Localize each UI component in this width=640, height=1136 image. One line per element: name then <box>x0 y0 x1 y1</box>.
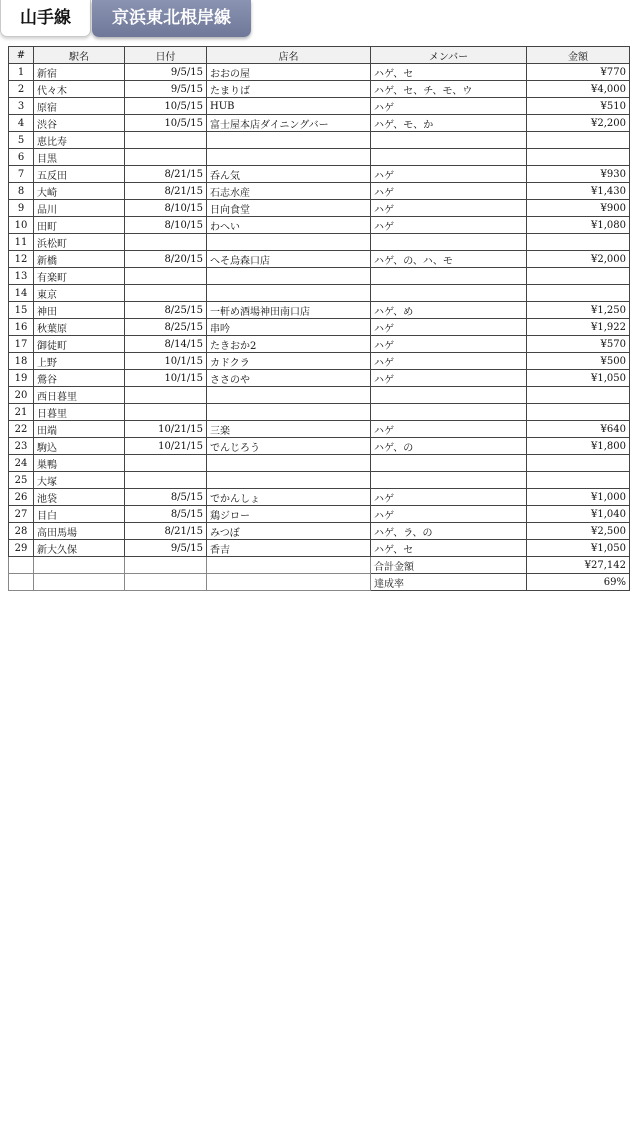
row-index: 27 <box>9 506 34 523</box>
amount-cell[interactable] <box>527 387 630 404</box>
station-cell[interactable]: 品川 <box>34 200 125 217</box>
row-index: 1 <box>9 64 34 81</box>
members-cell[interactable]: ハゲ <box>371 98 527 115</box>
members-cell[interactable] <box>371 285 527 302</box>
row-index: 15 <box>9 302 34 319</box>
station-cell[interactable]: 日暮里 <box>34 404 125 421</box>
members-cell[interactable]: ハゲ、ラ、の <box>371 523 527 540</box>
date-cell[interactable] <box>125 132 207 149</box>
station-cell[interactable]: 代々木 <box>34 81 125 98</box>
table-row <box>9 302 630 319</box>
date-cell[interactable]: 8/14/15 <box>125 336 207 353</box>
amount-cell[interactable] <box>527 455 630 472</box>
date-cell[interactable]: 10/21/15 <box>125 421 207 438</box>
table-row <box>9 506 630 523</box>
date-cell[interactable]: 8/10/15 <box>125 217 207 234</box>
date-cell[interactable]: 10/5/15 <box>125 115 207 132</box>
date-cell[interactable] <box>125 404 207 421</box>
station-table <box>8 46 630 591</box>
station-cell[interactable]: 原宿 <box>34 98 125 115</box>
amount-cell[interactable]: ¥1,922 <box>527 319 630 336</box>
members-cell[interactable]: ハゲ <box>371 166 527 183</box>
shop-cell[interactable] <box>207 234 371 251</box>
members-cell[interactable]: ハゲ <box>371 200 527 217</box>
members-cell[interactable]: ハゲ <box>371 421 527 438</box>
shop-cell[interactable]: わへい <box>207 217 371 234</box>
rate-label[interactable]: 達成率 <box>371 574 527 591</box>
date-cell[interactable]: 8/21/15 <box>125 183 207 200</box>
station-cell[interactable]: 御徒町 <box>34 336 125 353</box>
station-cell[interactable]: 新宿 <box>34 64 125 81</box>
shop-cell[interactable]: ささのや <box>207 370 371 387</box>
summary-cell-empty <box>9 557 34 574</box>
summary-cell-empty <box>9 574 34 591</box>
date-cell[interactable]: 10/5/15 <box>125 98 207 115</box>
amount-cell[interactable]: ¥1,080 <box>527 217 630 234</box>
station-cell[interactable]: 恵比寿 <box>34 132 125 149</box>
table-row <box>9 489 630 506</box>
row-index: 8 <box>9 183 34 200</box>
station-cell[interactable]: 五反田 <box>34 166 125 183</box>
station-cell[interactable]: 田端 <box>34 421 125 438</box>
members-cell[interactable]: ハゲ、セ <box>371 540 527 557</box>
amount-cell[interactable]: ¥1,000 <box>527 489 630 506</box>
row-index: 5 <box>9 132 34 149</box>
table-row <box>9 523 630 540</box>
rate-value[interactable]: 69% <box>527 574 630 591</box>
amount-cell[interactable]: ¥1,050 <box>527 540 630 557</box>
date-cell[interactable]: 10/1/15 <box>125 353 207 370</box>
date-cell[interactable]: 8/25/15 <box>125 319 207 336</box>
shop-cell[interactable]: でんじろう <box>207 438 371 455</box>
date-cell[interactable]: 9/5/15 <box>125 81 207 98</box>
table-row <box>9 370 630 387</box>
members-cell[interactable]: ハゲ <box>371 319 527 336</box>
table-row <box>9 319 630 336</box>
date-cell[interactable]: 8/5/15 <box>125 489 207 506</box>
row-index: 24 <box>9 455 34 472</box>
table-row <box>9 98 630 115</box>
members-cell[interactable]: ハゲ <box>371 489 527 506</box>
members-cell[interactable]: ハゲ <box>371 370 527 387</box>
shop-cell[interactable]: 串吟 <box>207 319 371 336</box>
row-index: 29 <box>9 540 34 557</box>
table-row <box>9 387 630 404</box>
amount-cell[interactable] <box>527 472 630 489</box>
table-row <box>9 353 630 370</box>
station-cell[interactable]: 東京 <box>34 285 125 302</box>
station-cell[interactable]: 大崎 <box>34 183 125 200</box>
shop-cell[interactable] <box>207 455 371 472</box>
date-cell[interactable]: 8/5/15 <box>125 506 207 523</box>
table-row <box>9 166 630 183</box>
members-cell[interactable]: ハゲ <box>371 506 527 523</box>
shop-cell[interactable] <box>207 387 371 404</box>
station-cell[interactable]: 秋葉原 <box>34 319 125 336</box>
members-cell[interactable]: ハゲ <box>371 353 527 370</box>
shop-cell[interactable]: 香吉 <box>207 540 371 557</box>
station-cell[interactable]: 渋谷 <box>34 115 125 132</box>
table-row <box>9 404 630 421</box>
members-cell[interactable] <box>371 234 527 251</box>
amount-cell[interactable]: ¥2,500 <box>527 523 630 540</box>
station-cell[interactable]: 神田 <box>34 302 125 319</box>
header-amount: 金額 <box>527 47 630 64</box>
date-cell[interactable]: 10/21/15 <box>125 438 207 455</box>
station-cell[interactable]: 目黒 <box>34 149 125 166</box>
row-index: 2 <box>9 81 34 98</box>
amount-cell[interactable] <box>527 132 630 149</box>
station-cell[interactable]: 目白 <box>34 506 125 523</box>
row-index: 6 <box>9 149 34 166</box>
station-cell[interactable]: 駒込 <box>34 438 125 455</box>
total-label[interactable]: 合計金額 <box>371 557 527 574</box>
members-cell[interactable]: ハゲ <box>371 217 527 234</box>
table-row <box>9 268 630 285</box>
table-row <box>9 64 630 81</box>
date-cell[interactable] <box>125 387 207 404</box>
tab-yamanote[interactable]: 山手線 <box>0 0 91 37</box>
amount-cell[interactable]: ¥1,040 <box>527 506 630 523</box>
station-cell[interactable]: 浜松町 <box>34 234 125 251</box>
date-cell[interactable] <box>125 285 207 302</box>
members-cell[interactable]: ハゲ、セ <box>371 64 527 81</box>
table-row <box>9 81 630 98</box>
header-date: 日付 <box>125 47 207 64</box>
header-shop: 店名 <box>207 47 371 64</box>
amount-cell[interactable]: ¥640 <box>527 421 630 438</box>
summary-row-total <box>9 557 630 574</box>
shop-cell[interactable]: 呑ん気 <box>207 166 371 183</box>
table-header-row <box>9 47 630 64</box>
members-cell[interactable] <box>371 387 527 404</box>
header-index: # <box>9 47 34 64</box>
amount-cell[interactable]: ¥1,800 <box>527 438 630 455</box>
shop-cell[interactable]: HUB <box>207 98 371 115</box>
table-row <box>9 132 630 149</box>
members-cell[interactable] <box>371 404 527 421</box>
members-cell[interactable]: ハゲ、セ、チ、モ、ウ <box>371 81 527 98</box>
table-row <box>9 149 630 166</box>
row-index: 4 <box>9 115 34 132</box>
table-row <box>9 217 630 234</box>
row-index: 26 <box>9 489 34 506</box>
amount-cell[interactable]: ¥1,250 <box>527 302 630 319</box>
station-cell[interactable]: 田町 <box>34 217 125 234</box>
amount-cell[interactable] <box>527 285 630 302</box>
table-row <box>9 540 630 557</box>
table-row <box>9 455 630 472</box>
date-cell[interactable]: 8/21/15 <box>125 166 207 183</box>
shop-cell[interactable]: おおの屋 <box>207 64 371 81</box>
shop-cell[interactable]: カドクラ <box>207 353 371 370</box>
date-cell[interactable]: 8/21/15 <box>125 523 207 540</box>
table-row <box>9 200 630 217</box>
row-index: 28 <box>9 523 34 540</box>
amount-cell[interactable]: ¥500 <box>527 353 630 370</box>
amount-cell[interactable] <box>527 234 630 251</box>
station-cell[interactable]: 有楽町 <box>34 268 125 285</box>
members-cell[interactable]: ハゲ <box>371 336 527 353</box>
station-cell[interactable]: 西日暮里 <box>34 387 125 404</box>
members-cell[interactable]: ハゲ、モ、か <box>371 115 527 132</box>
row-index: 13 <box>9 268 34 285</box>
amount-cell[interactable]: ¥900 <box>527 200 630 217</box>
amount-cell[interactable] <box>527 149 630 166</box>
table-row <box>9 251 630 268</box>
row-index: 23 <box>9 438 34 455</box>
members-cell[interactable]: ハゲ、の <box>371 438 527 455</box>
amount-cell[interactable]: ¥4,000 <box>527 81 630 98</box>
header-station: 駅名 <box>34 47 125 64</box>
members-cell[interactable] <box>371 132 527 149</box>
shop-cell[interactable]: 石志水産 <box>207 183 371 200</box>
shop-cell[interactable]: 三楽 <box>207 421 371 438</box>
shop-cell[interactable]: でかんしょ <box>207 489 371 506</box>
table-row <box>9 438 630 455</box>
amount-cell[interactable]: ¥1,430 <box>527 183 630 200</box>
date-cell[interactable]: 10/1/15 <box>125 370 207 387</box>
total-value[interactable]: ¥27,142 <box>527 557 630 574</box>
row-index: 10 <box>9 217 34 234</box>
shop-cell[interactable] <box>207 132 371 149</box>
shop-cell[interactable] <box>207 404 371 421</box>
station-cell[interactable]: 新大久保 <box>34 540 125 557</box>
date-cell[interactable]: 8/10/15 <box>125 200 207 217</box>
table-row <box>9 234 630 251</box>
row-index: 22 <box>9 421 34 438</box>
shop-cell[interactable]: みつぼ <box>207 523 371 540</box>
shop-cell[interactable]: へそ烏森口店 <box>207 251 371 268</box>
header-members: メンバー <box>371 47 527 64</box>
row-index: 16 <box>9 319 34 336</box>
row-index: 7 <box>9 166 34 183</box>
summary-cell-empty <box>125 557 207 574</box>
summary-cell-empty <box>34 557 125 574</box>
amount-cell[interactable] <box>527 268 630 285</box>
amount-cell[interactable]: ¥770 <box>527 64 630 81</box>
date-cell[interactable]: 9/5/15 <box>125 64 207 81</box>
members-cell[interactable]: ハゲ <box>371 183 527 200</box>
members-cell[interactable] <box>371 472 527 489</box>
row-index: 3 <box>9 98 34 115</box>
station-cell[interactable]: 鶯谷 <box>34 370 125 387</box>
table-row <box>9 472 630 489</box>
date-cell[interactable] <box>125 234 207 251</box>
members-cell[interactable] <box>371 268 527 285</box>
date-cell[interactable] <box>125 472 207 489</box>
date-cell[interactable] <box>125 149 207 166</box>
station-cell[interactable]: 上野 <box>34 353 125 370</box>
station-cell[interactable]: 池袋 <box>34 489 125 506</box>
shop-cell[interactable] <box>207 472 371 489</box>
summary-cell-empty <box>207 557 371 574</box>
amount-cell[interactable] <box>527 404 630 421</box>
station-cell[interactable]: 高田馬場 <box>34 523 125 540</box>
table-row <box>9 115 630 132</box>
table-row <box>9 183 630 200</box>
amount-cell[interactable]: ¥2,000 <box>527 251 630 268</box>
tab-keihin-tohoku[interactable]: 京浜東北根岸線 <box>92 0 251 37</box>
row-index: 19 <box>9 370 34 387</box>
shop-cell[interactable]: 富士屋本店ダイニングバー <box>207 115 371 132</box>
amount-cell[interactable]: ¥1,050 <box>527 370 630 387</box>
amount-cell[interactable]: ¥510 <box>527 98 630 115</box>
row-index: 18 <box>9 353 34 370</box>
shop-cell[interactable] <box>207 285 371 302</box>
summary-cell-empty <box>125 574 207 591</box>
summary-row-rate <box>9 574 630 591</box>
row-index: 12 <box>9 251 34 268</box>
shop-cell[interactable]: 日向食堂 <box>207 200 371 217</box>
shop-cell[interactable]: 一軒め酒場神田南口店 <box>207 302 371 319</box>
summary-cell-empty <box>34 574 125 591</box>
table-row <box>9 336 630 353</box>
station-cell[interactable]: 新橋 <box>34 251 125 268</box>
table-row <box>9 421 630 438</box>
summary-cell-empty <box>207 574 371 591</box>
amount-cell[interactable]: ¥930 <box>527 166 630 183</box>
station-cell[interactable]: 大塚 <box>34 472 125 489</box>
row-index: 11 <box>9 234 34 251</box>
members-cell[interactable]: ハゲ、の、ハ、モ <box>371 251 527 268</box>
amount-cell[interactable]: ¥2,200 <box>527 115 630 132</box>
station-cell[interactable]: 巣鴨 <box>34 455 125 472</box>
date-cell[interactable]: 8/20/15 <box>125 251 207 268</box>
shop-cell[interactable] <box>207 268 371 285</box>
row-index: 20 <box>9 387 34 404</box>
date-cell[interactable] <box>125 455 207 472</box>
shop-cell[interactable]: 鶏ジロー <box>207 506 371 523</box>
amount-cell[interactable]: ¥570 <box>527 336 630 353</box>
tab-bar <box>0 0 640 38</box>
row-index: 9 <box>9 200 34 217</box>
shop-cell[interactable]: たきおか2 <box>207 336 371 353</box>
members-cell[interactable]: ハゲ、め <box>371 302 527 319</box>
members-cell[interactable] <box>371 149 527 166</box>
shop-cell[interactable] <box>207 149 371 166</box>
members-cell[interactable] <box>371 455 527 472</box>
date-cell[interactable]: 9/5/15 <box>125 540 207 557</box>
row-index: 25 <box>9 472 34 489</box>
row-index: 21 <box>9 404 34 421</box>
row-index: 14 <box>9 285 34 302</box>
date-cell[interactable] <box>125 268 207 285</box>
row-index: 17 <box>9 336 34 353</box>
table-row <box>9 285 630 302</box>
date-cell[interactable]: 8/25/15 <box>125 302 207 319</box>
shop-cell[interactable]: たまりば <box>207 81 371 98</box>
